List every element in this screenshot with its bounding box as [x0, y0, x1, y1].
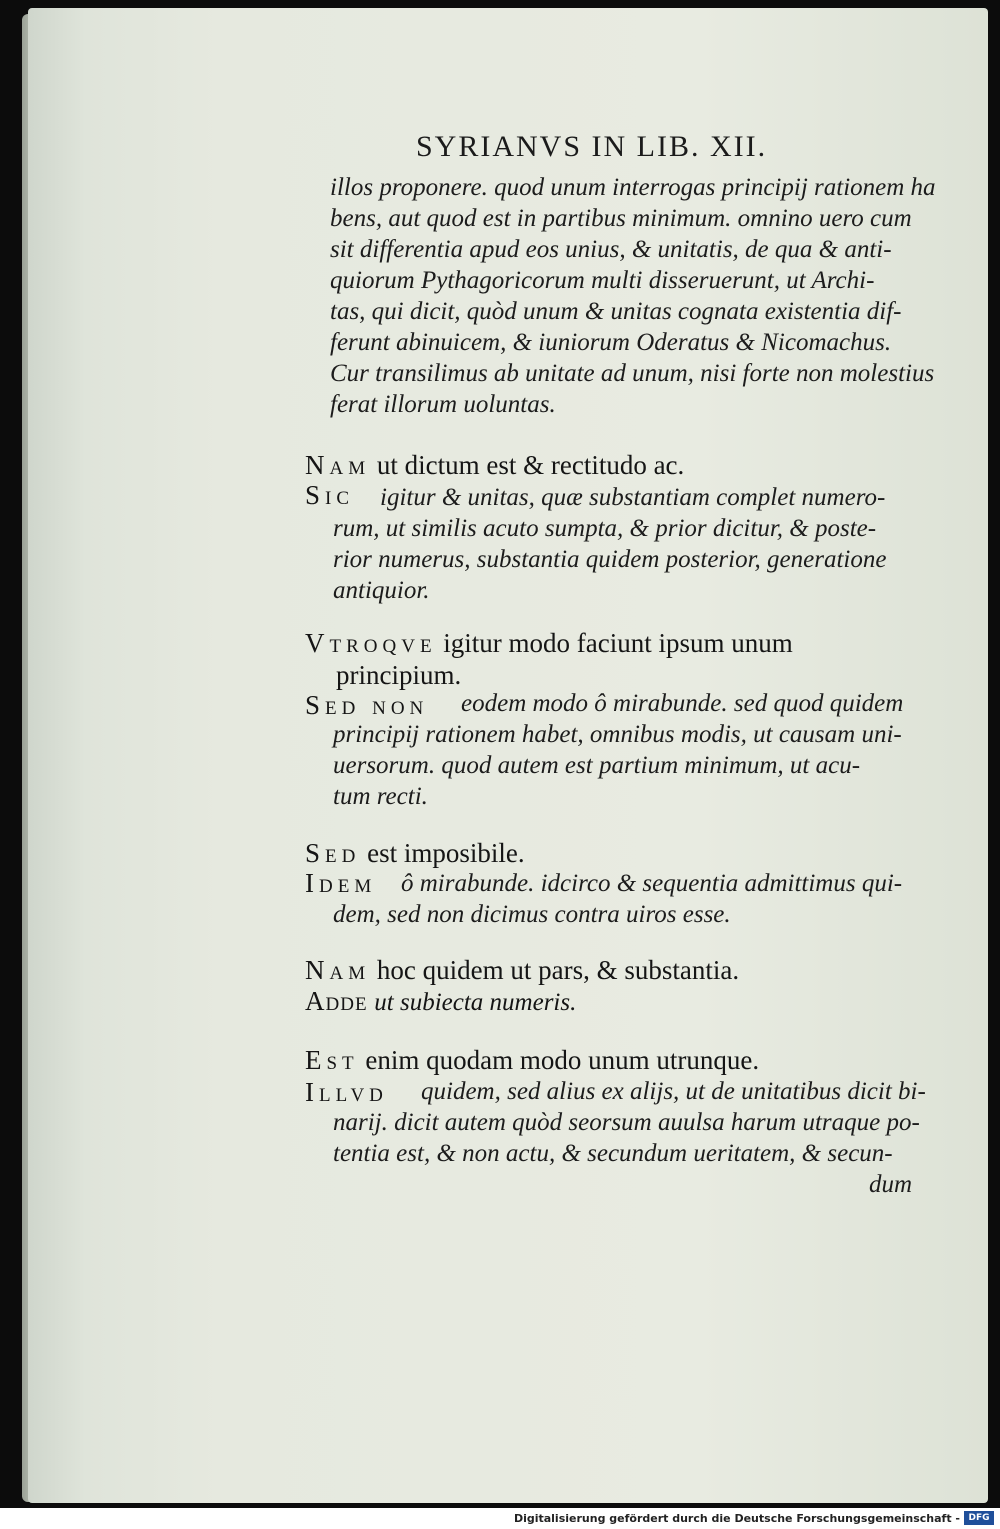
commentary-head-adde — [305, 986, 576, 1017]
text-line: principij rationem habet, omnibus modis, ut causam uni- — [333, 721, 902, 748]
commentary-head: Illvd — [305, 1077, 388, 1107]
lemma-5 — [305, 1045, 759, 1076]
text-line: tum recti. — [333, 783, 428, 810]
lemma-head: Vtroqve — [305, 628, 437, 658]
lemma-head: Nam — [305, 450, 371, 480]
text-line: rior numerus, substantia quidem posterior, generatione — [333, 546, 887, 573]
lemma-1 — [305, 450, 684, 481]
running-head: SYRIANVS IN LIB. XII. — [416, 130, 768, 163]
footer-credit: Digitalisierung gefördert durch die Deutsche Forschungsgemeinschaft - — [513, 1512, 960, 1525]
lemma-4 — [305, 955, 739, 986]
text-line: ferunt abinuicem, & iuniorum Oderatus & Nicomachus. — [330, 329, 892, 356]
text-line: quidem, sed alius ex alijs, ut de unitatibus dicit bi- — [421, 1078, 926, 1105]
lemma-text: enim quodam modo unum utrunque. — [365, 1045, 760, 1075]
text-line: ut subiecta numeris. — [374, 989, 577, 1016]
lemma-head: Est — [305, 1045, 359, 1075]
text-line: dem, sed non dicimus contra uiros esse. — [333, 901, 731, 928]
text-line: tas, qui dicit, quòd unum & unitas cognata existentia dif- — [330, 298, 902, 325]
commentary-block-1 — [330, 172, 936, 420]
lemma-head: Nam — [305, 955, 371, 985]
lemma-text: hoc quidem ut pars, & substantia. — [376, 955, 740, 985]
commentary-head: Sed non — [305, 690, 429, 720]
lemma-3 — [305, 838, 525, 869]
text-line: quiorum Pythagoricorum multi disseruerunt, ut Archi- — [330, 267, 875, 294]
lemma-text: principium. — [336, 660, 462, 690]
lemma-2-continuation — [336, 660, 461, 691]
text-line: bens, aut quod est in partibus minimum. omnino uero cum — [330, 205, 912, 232]
text-line: ô mirabunde. idcirco & sequentia admittimus qui- — [401, 870, 903, 897]
lemma-head: Sed — [305, 838, 361, 868]
text-line: ferat illorum uoluntas. — [330, 391, 556, 418]
commentary-block-5 — [333, 1076, 926, 1200]
text-line: tentia est, & non actu, & secundum ueritatem, & secun- — [333, 1140, 893, 1167]
lemma-text: igitur modo faciunt ipsum unum — [443, 628, 793, 658]
text-line: narij. dicit autem quòd seorsum auulsa harum utraque po- — [333, 1109, 920, 1136]
text-line: antiquior. — [333, 577, 430, 604]
lemma-text: est imposibile. — [367, 838, 525, 868]
text-line: rum, ut similis acuto sumpta, & prior dicitur, & poste- — [333, 515, 877, 542]
text-line: illos proponere. quod unum interrogas principij rationem ha — [330, 174, 936, 201]
text-line: sit differentia apud eos unius, & unitatis, de qua & anti- — [330, 236, 892, 263]
lemma-2 — [305, 628, 793, 659]
commentary-block-3 — [333, 688, 903, 812]
text-line: uersorum. quod autem est partium minimum, ut acu- — [333, 752, 861, 779]
commentary-block-2 — [333, 482, 886, 606]
commentary-head: Sic — [305, 480, 355, 510]
text-line: igitur & unitas, quæ substantiam complet numero- — [380, 484, 886, 511]
commentary-head: Idem — [305, 868, 377, 898]
text-line: eodem modo ô mirabunde. sed quod quidem — [461, 690, 904, 717]
lemma-text: ut dictum est & rectitudo ac. — [376, 450, 685, 480]
commentary-head: Adde — [305, 986, 368, 1016]
text-line: Cur transilimus ab unitate ad unum, nisi forte non molestius — [330, 360, 935, 387]
dfg-logo-icon: DFG — [964, 1511, 994, 1525]
digitization-footer — [0, 1508, 1000, 1529]
commentary-block-4 — [333, 868, 902, 930]
catchword: dum — [869, 1171, 913, 1198]
